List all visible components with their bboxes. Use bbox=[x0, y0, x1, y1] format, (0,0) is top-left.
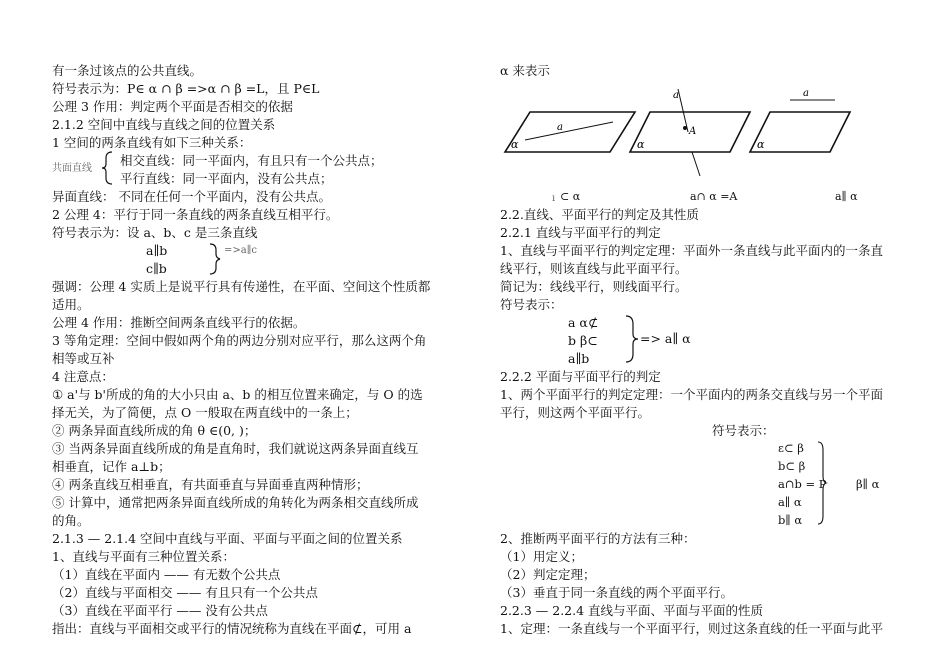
text-line: ③ 当两条异面直线所成的角是直角时，我们就说这两条异面直线互 bbox=[52, 441, 419, 456]
symbol-line: ε⊂ β bbox=[778, 441, 804, 455]
text-line: 1 空间的两条直线有如下三种关系： bbox=[52, 135, 252, 150]
symbol-line: a∥b bbox=[568, 351, 590, 366]
text-line: 适用。 bbox=[52, 297, 90, 312]
symbol-result: β∥ α bbox=[856, 477, 880, 491]
symbol-line: b⊂ β bbox=[778, 459, 806, 473]
text-line: （1）用定义； bbox=[500, 549, 583, 564]
text-line: 平行直线：同一平面内，没有公共点； bbox=[120, 171, 333, 186]
symbol-line: c∥b bbox=[146, 261, 167, 276]
text-line: 相等或互补 bbox=[52, 351, 115, 366]
text-line: ④ 两条直线互相垂直，有共面垂直与异面垂直两种情形； bbox=[52, 477, 369, 492]
text-line: 符号表示为：设 a、b、c 是三条直线 bbox=[52, 225, 258, 240]
section-heading: 2.2.直线、平面平行的判定及其性质 bbox=[500, 207, 699, 222]
text-line: 2 公理 4：平行于同一条直线的两条直线互相平行。 bbox=[52, 207, 339, 222]
text-line: 强调：公理 4 实质上是说平行具有传递性，在平面、空间这个性质都 bbox=[52, 279, 431, 294]
text-line: 平行，则这两个平面平行。 bbox=[500, 405, 651, 420]
text-line: 异面直线： 不同在任何一个平面内，没有公共点。 bbox=[52, 189, 331, 204]
fig-label-a: a bbox=[557, 122, 563, 133]
text-line: 简记为：线线平行，则线面平行。 bbox=[500, 279, 688, 294]
text-line: （3）垂直于同一条直线的两个平面平行。 bbox=[500, 585, 733, 600]
text-line: （1）直线在平面内 —— 有无数个公共点 bbox=[52, 567, 281, 582]
text-line: 有一条过该点的公共直线。 bbox=[52, 63, 203, 78]
section-heading: 2.2.3 — 2.2.4 直线与平面、平面与平面的性质 bbox=[500, 603, 764, 618]
fig-label-A: A bbox=[689, 126, 697, 137]
text-line: 3 等角定理：空间中假如两个角的两边分别对应平行，那么这两个角 bbox=[52, 333, 427, 348]
symbol-line: b∥ α bbox=[778, 513, 803, 527]
text-line: （3）直线在平面平行 —— 没有公共点 bbox=[52, 603, 268, 618]
figure-caption: ⊂ α bbox=[560, 190, 581, 203]
symbol-result: =>a∥c bbox=[224, 245, 257, 256]
caption-prefix: ı bbox=[552, 193, 556, 204]
text-line: 线平行，则该直线与此平面平行。 bbox=[500, 261, 688, 276]
fig-label-a: a bbox=[803, 88, 809, 99]
brace-icon bbox=[100, 150, 116, 186]
text-line: 相交直线：同一平面内，有且只有一个公共点； bbox=[120, 153, 383, 168]
line-plane-figures bbox=[495, 84, 855, 184]
text-line: ② 两条异面直线所成的角 θ ∈(0, )； bbox=[52, 423, 257, 438]
text-line: 指出：直线与平面相交或平行的情况统称为直线在平面⊄，可用 a bbox=[52, 621, 412, 636]
brace-right-icon bbox=[816, 440, 828, 526]
text-line: 1、两个平面平行的判定定理：一个平面内的两条交直线与另一个平面 bbox=[500, 387, 883, 402]
symbol-line: b β⊂ bbox=[568, 333, 598, 348]
fig-label-a: a bbox=[673, 90, 679, 101]
text-line: 1、直线与平面有三种位置关系： bbox=[52, 549, 235, 564]
symbol-line: a∩b = P bbox=[778, 477, 827, 491]
text-line: ⑤ 计算中，通常把两条异面直线所成的角转化为两条相交直线所成 bbox=[52, 495, 419, 510]
fig-label-alpha: α bbox=[757, 138, 765, 151]
fig-label-alpha: α bbox=[511, 138, 519, 151]
text-line: 符号表示： bbox=[500, 297, 563, 312]
text-line: 1、直线与平面平行的判定定理：平面外一条直线与此平面内的一条直 bbox=[500, 243, 883, 258]
brace-right-icon bbox=[208, 242, 224, 276]
text-line: 4 注意点： bbox=[52, 369, 114, 384]
text-line: 符号表示为：P∈ α ∩ β =>α ∩ β =L，且 P∈L bbox=[52, 81, 320, 96]
brace-right-icon bbox=[624, 314, 640, 364]
fig-label-alpha: α bbox=[637, 138, 645, 151]
text-line: 公理 3 作用：判定两个平面是否相交的依据 bbox=[52, 99, 293, 114]
section-heading: 2.2.1 直线与平面平行的判定 bbox=[500, 225, 661, 240]
text-line: α 来表示 bbox=[500, 63, 550, 78]
text-line: （2）直线与平面相交 —— 有且只有一个公共点 bbox=[52, 585, 318, 600]
section-heading: 2.1.2 空间中直线与直线之间的位置关系 bbox=[52, 117, 276, 132]
symbol-line: a∥ α bbox=[778, 495, 802, 509]
text-line: ① a'与 b'所成的角的大小只由 a、b 的相互位置来确定，与 O 的选 bbox=[52, 387, 423, 402]
section-heading: 2.1.3 — 2.1.4 空间中直线与平面、平面与平面之间的位置关系 bbox=[52, 531, 403, 546]
text-line: 相垂直，记作 a⊥b； bbox=[52, 459, 171, 474]
text-line: （2）判定定理； bbox=[500, 567, 596, 582]
section-heading: 2.2.2 平面与平面平行的判定 bbox=[500, 369, 661, 384]
text-line: 的角。 bbox=[52, 513, 90, 528]
text-line: 2、推断两平面平行的方法有三种： bbox=[500, 531, 696, 546]
coplanar-label: 共面直线 bbox=[52, 163, 92, 174]
symbol-line: a α⊄ bbox=[568, 315, 599, 330]
text-line: 公理 4 作用：推断空间两条直线平行的依据。 bbox=[52, 315, 306, 330]
figure-caption: a∥ α bbox=[835, 190, 858, 203]
text-line: 符号表示： bbox=[712, 423, 775, 438]
text-line: 1、定理：一条直线与一个平面平行，则过这条直线的任一平面与此平 bbox=[500, 621, 883, 636]
text-line: 择无关，为了简便，点 O 一般取在两直线中的一条上； bbox=[52, 405, 358, 420]
symbol-result: => a∥ α bbox=[640, 331, 691, 346]
symbol-line: a∥b bbox=[146, 243, 168, 258]
figure-caption: a∩ α =A bbox=[690, 190, 738, 203]
